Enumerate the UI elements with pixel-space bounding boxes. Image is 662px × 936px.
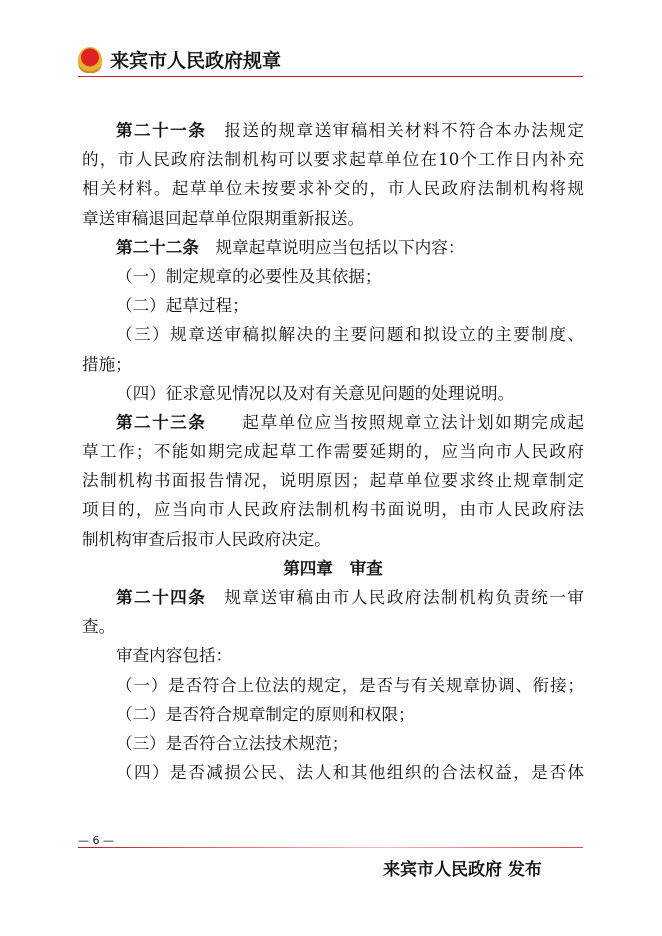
line-text: （三）是否符合立法技术规范； — [116, 733, 349, 753]
text-line — [82, 758, 584, 787]
chapter-heading — [82, 554, 584, 583]
text-line — [82, 204, 584, 233]
text-line — [82, 291, 584, 320]
text-line — [82, 671, 584, 700]
line-text: 章送审稿退回起草单位限期重新报送。 — [82, 208, 365, 228]
header-rule — [78, 76, 583, 77]
text-line — [82, 437, 584, 466]
text-line — [82, 700, 584, 729]
header — [78, 46, 281, 73]
publisher: 来宾市人民政府 发布 — [383, 860, 542, 880]
text-line — [82, 729, 584, 758]
line-text: 规章送审稿由市人民政府法制机构负责统一审 — [206, 588, 584, 607]
text-line — [82, 379, 584, 408]
line-text: （二）是否符合规章制定的原则和权限； — [116, 704, 415, 724]
line-text: 相关材料。起草单位未按要求补交的，市人民政府法制机构将规 — [82, 179, 584, 199]
line-text: （二）起草过程； — [116, 296, 249, 316]
text-line — [82, 408, 584, 437]
footer-rule — [78, 847, 583, 848]
text-line — [82, 466, 584, 495]
line-text: 草工作；不能如期完成起草工作需要延期的，应当向市人民政府 — [82, 442, 584, 462]
text-line — [82, 116, 584, 145]
article-number: 第二十四条 — [116, 587, 207, 607]
text-line — [82, 320, 584, 349]
line-text: 审查内容包括： — [116, 646, 233, 666]
line-text: 的，市人民政府法制机构可以要求起草单位在10个工作日内补充 — [82, 150, 584, 170]
line-text: 项目的，应当向市人民政府法制机构书面说明，由市人民政府法 — [82, 500, 584, 520]
text-line — [82, 233, 584, 262]
line-text: （三）规章送审稿拟解决的主要问题和拟设立的主要制度、 — [116, 325, 584, 345]
text-line — [82, 174, 584, 203]
line-text: 法制机构书面报告情况，说明原因；起草单位要求终止规章制定 — [82, 471, 584, 491]
line-text: 规章起草说明应当包括以下内容： — [198, 237, 465, 257]
document-body — [82, 116, 584, 787]
text-line — [82, 583, 584, 612]
line-text: 查。 — [82, 617, 116, 637]
text-line — [82, 145, 584, 174]
page-number: — 6 — — [78, 834, 114, 847]
header-title: 来宾市人民政府规章 — [110, 50, 282, 72]
text-line — [82, 612, 584, 641]
line-text: （一）是否符合上位法的规定，是否与有关规章协调、衔接； — [116, 675, 584, 695]
line-text: 起草单位应当按照规章立法计划如期完成起 — [206, 412, 584, 432]
article-number: 第二十一条 — [116, 120, 207, 140]
line-text: 报送的规章送审稿相关材料不符合本办法规定 — [206, 121, 584, 140]
text-line — [82, 641, 584, 670]
text-line — [82, 525, 584, 554]
article-number: 第二十二条 — [116, 236, 199, 257]
line-text: 制机构审查后报市人民政府决定。 — [82, 529, 331, 549]
line-text: （四）征求意见情况以及对有关意见问题的处理说明。 — [116, 383, 515, 403]
line-text: 第四章 审查 — [283, 557, 383, 578]
national-emblem-icon — [78, 47, 102, 73]
article-number: 第二十三条 — [116, 411, 207, 432]
text-line — [82, 350, 584, 379]
line-text: 措施； — [82, 354, 132, 374]
line-text: （四）是否减损公民、法人和其他组织的合法权益，是否体 — [116, 763, 584, 783]
line-text: （一）制定规章的必要性及其依据； — [116, 266, 382, 286]
text-line — [82, 262, 584, 291]
text-line — [82, 495, 584, 524]
